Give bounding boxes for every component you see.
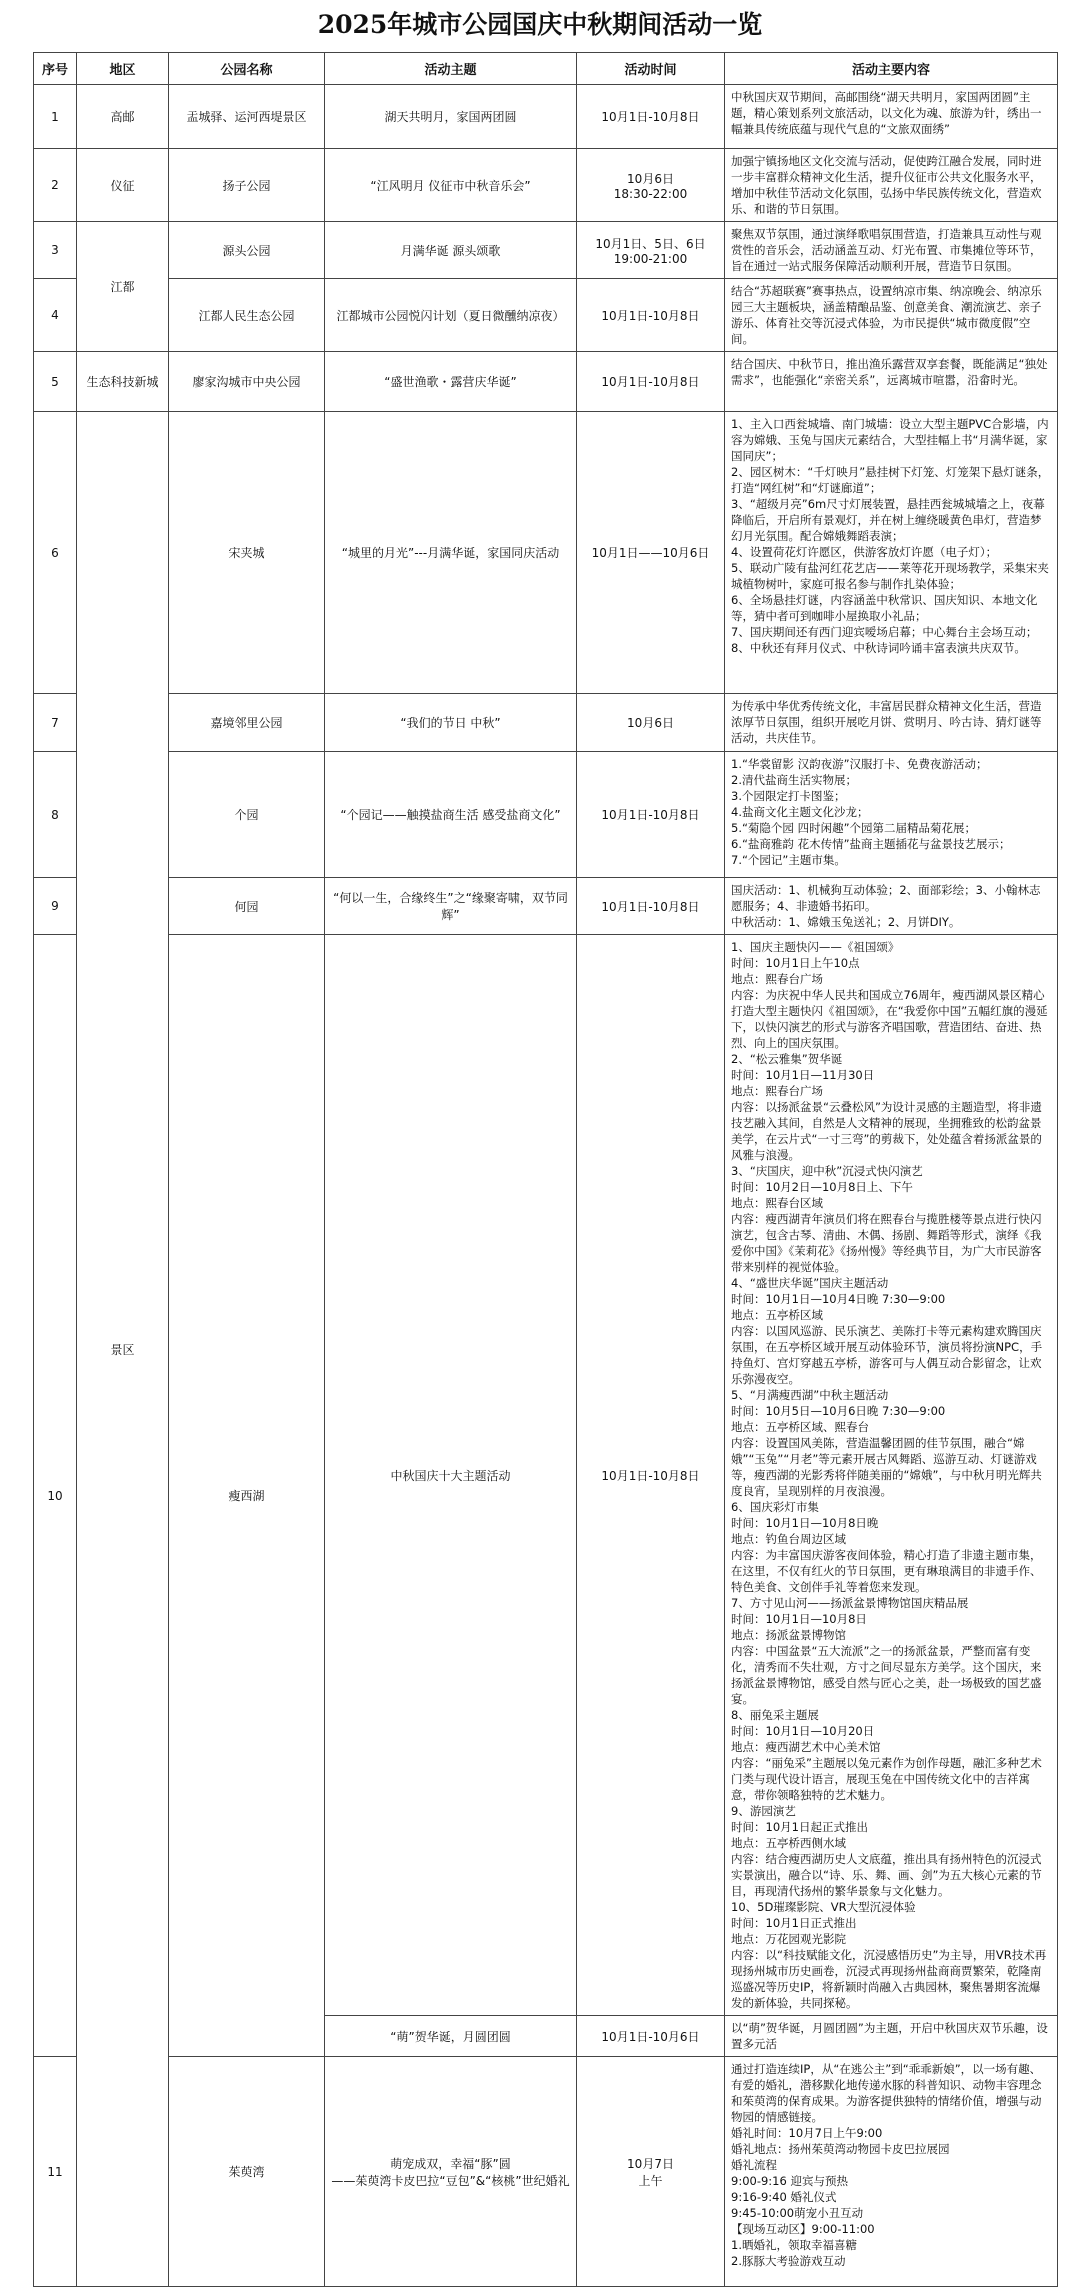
content-line: 内容：为丰富国庆游客夜间体验，精心打造了非遗主题市集，在这里，不仅有红火的节日氛围，更有琳琅满目的非遗手作、特色美食、文创伴手礼等着您来发现。 bbox=[731, 1548, 1042, 1594]
activity-theme: “盛世渔歌・露营庆华诞” bbox=[325, 352, 577, 412]
content-line: 时间：10月2日—10月8日上、下午 bbox=[731, 1180, 913, 1194]
activity-time: 10月6日 18:30-22:00 bbox=[577, 149, 725, 222]
content-line: 8、丽兔采主题展 bbox=[731, 1708, 819, 1722]
activity-content bbox=[725, 279, 1058, 352]
header-time: 活动时间 bbox=[577, 53, 725, 85]
content-line: 地点：熙春台区域 bbox=[731, 1196, 823, 1210]
content-line: 6.“盐商雅韵 花木传情”盐商主题插花与盆景技艺展示； bbox=[731, 837, 1011, 851]
park-name: 扬子公园 bbox=[169, 149, 325, 222]
content-line: 时间：10月5日—10月6日晚 7:30—9:00 bbox=[731, 1404, 946, 1418]
activity-theme: “我们的节日 中秋” bbox=[325, 694, 577, 752]
content-line: 内容：以扬派盆景“云叠松风”为设计灵感的主题造型，将非遗技艺融入其间，自然是人文精神的展现，坐拥雅致的松韵盆景美学，在云片式“一寸三弯”的剪裁下，处处蕴含着扬派盆景的风雅与浪漫。 bbox=[731, 1100, 1042, 1162]
park-name: 宋夹城 bbox=[169, 412, 325, 694]
table-row bbox=[34, 279, 1058, 352]
content-line: 时间：10月1日上午10点 bbox=[731, 956, 860, 970]
region-cell: 高邮 bbox=[77, 85, 169, 149]
content-line: 以“萌”贺华诞，月圆团圆”为主题，开启中秋国庆双节乐趣，设置多元活 bbox=[731, 2021, 1048, 2051]
region-cell: 生态科技新城 bbox=[77, 352, 169, 412]
activity-content bbox=[725, 2016, 1058, 2057]
content-line: 内容：瘦西湖青年演员们将在熙春台与揽胜楼等景点进行快闪演艺，包含古琴、清曲、木偶、扬剧、舞蹈等形式，演绎《我爱你中国》《茉莉花》《扬州慢》等经典节目，为广大市民游客带来别样的视觉体验。 bbox=[731, 1212, 1042, 1274]
content-line: 地点：瘦西湖艺术中心美术馆 bbox=[731, 1740, 881, 1754]
content-line: 5、“月满瘦西湖”中秋主题活动 bbox=[731, 1388, 889, 1402]
activity-content bbox=[725, 935, 1058, 2016]
content-line: 时间：10月1日正式推出 bbox=[731, 1916, 857, 1930]
content-line: 通过打造连续IP，从“在逃公主”到“乖乖新娘”，以一场有趣、有爱的婚礼，潜移默化地传递水豚的科普知识、动物丰容理念和茱萸湾的保育成果。为游客提供独特的情绪价值，增强与动物园的情感链接。 bbox=[731, 2062, 1042, 2124]
activity-content bbox=[725, 352, 1058, 412]
content-line: 9:00-9:16 迎宾与预热 bbox=[731, 2174, 848, 2188]
content-line: 3.个园限定打卡图鉴； bbox=[731, 789, 846, 803]
activity-time: 10月1日-10月8日 bbox=[577, 878, 725, 935]
content-line: 9:16-9:40 婚礼仪式 bbox=[731, 2190, 837, 2204]
activity-content bbox=[725, 878, 1058, 935]
region-cell: 景区 bbox=[77, 412, 169, 2287]
region-cell: 仪征 bbox=[77, 149, 169, 222]
activity-time: 10月1日-10月6日 bbox=[577, 2016, 725, 2057]
row-number: 10 bbox=[34, 935, 77, 2057]
content-line: 1、主入口西瓮城墙、南门城墙：设立大型主题PVC合影墙，内容为嫦娥、玉兔与国庆元素结合，大型挂幅上书“月满华诞，家国同庆”； bbox=[731, 417, 1049, 463]
content-line: 婚礼流程 bbox=[731, 2158, 777, 2172]
table-row bbox=[34, 752, 1058, 878]
row-number: 6 bbox=[34, 412, 77, 694]
content-line: 时间：10月1日—11月30日 bbox=[731, 1068, 875, 1082]
content-line: 地点：五亭桥西侧水域 bbox=[731, 1836, 846, 1850]
content-line: 内容：结合瘦西湖历史人文底蕴，推出具有扬州特色的沉浸式实景演出，融合以“诗、乐、舞、画、剑”为五大核心元素的节目，再现清代扬州的繁华景象与文化魅力。 bbox=[731, 1852, 1042, 1898]
content-line: 加强宁镇扬地区文化交流与活动，促使跨江融合发展，同时进一步丰富群众精神文化生活，提升仪征市公共文化服务水平，增加中秋佳节活动文化氛围，弘扬中华民族传统文化，营造欢乐、和谐的节日氛围。 bbox=[731, 154, 1042, 216]
content-line: 内容：为庆祝中华人民共和国成立76周年，瘦西湖风景区精心打造大型主题快闪《祖国颂》，在“我爱你中国”五幅红旗的漫延下，以快闪演艺的形式与游客齐唱国歌，营造团结、奋进、热烈、向上的国庆氛围。 bbox=[731, 988, 1048, 1050]
row-number: 4 bbox=[34, 279, 77, 352]
row-number: 3 bbox=[34, 222, 77, 279]
content-line: 10、5D璀璨影院、VR大型沉浸体验 bbox=[731, 1900, 916, 1914]
content-line: 5.“菊隐个园 四时闲趣”个园第二届精品菊花展； bbox=[731, 821, 977, 835]
header-park: 公园名称 bbox=[169, 53, 325, 85]
activity-table bbox=[33, 52, 1058, 2287]
park-name: 个园 bbox=[169, 752, 325, 878]
table-row bbox=[34, 352, 1058, 412]
content-line: 中秋活动：1、嫦娥玉兔送礼；2、月饼DIY。 bbox=[731, 915, 961, 929]
content-line: 国庆活动：1、机械狗互动体验；2、面部彩绘；3、小翰林志愿服务；4、非遗婚书拓印。 bbox=[731, 883, 1041, 913]
activity-time: 10月1日——10月6日 bbox=[577, 412, 725, 694]
table-row bbox=[34, 85, 1058, 149]
activity-content bbox=[725, 85, 1058, 149]
activity-time: 10月1日-10月8日 bbox=[577, 935, 725, 2016]
table-row bbox=[34, 935, 1058, 2016]
content-line: 地点：钓鱼台周边区域 bbox=[731, 1532, 846, 1546]
activity-time: 10月1日、5日、6日 19:00-21:00 bbox=[577, 222, 725, 279]
content-line: 为传承中华优秀传统文化，丰富居民群众精神文化生活，营造浓厚节日氛围，组织开展吃月饼、赏明月、吟古诗、猜灯谜等活动，共庆佳节。 bbox=[731, 699, 1042, 745]
content-line: 1.“华裳留影 汉韵夜游”汉服打卡、免费夜游活动； bbox=[731, 757, 988, 771]
activity-theme: 萌宠成双，幸福“豚”圆 ——茱萸湾卡皮巴拉“豆包”&“核桃”世纪婚礼 bbox=[325, 2057, 577, 2287]
content-line: 内容：“丽兔采”主题展以兔元素作为创作母题，融汇多种艺术门类与现代设计语言，展现玉兔在中国传统文化中的吉祥寓意，带你领略独特的艺术魅力。 bbox=[731, 1756, 1042, 1802]
content-line: 内容：设置国风美陈，营造温馨团圆的佳节氛围，融合“嫦娥”“玉兔”“月老”等元素开展古风舞蹈、巡游互动、灯谜游戏等，瘦西湖的光影秀将伴随美丽的“嫦娥”，与中秋月明光辉共度良宵，呈现别样的月夜浪漫。 bbox=[731, 1436, 1042, 1498]
content-line: 6、全场悬挂灯谜，内容涵盖中秋常识、国庆知识、本地文化等，猜中者可到咖啡小屋换取小礼品； bbox=[731, 593, 1038, 623]
content-line: 聚焦双节氛围，通过演绎歌唱氛围营造，打造兼具互动性与观赏性的音乐会，活动涵盖互动、灯光布置、市集摊位等环节，旨在通过一站式服务保障活动顺利开展，营造节日氛围。 bbox=[731, 227, 1042, 273]
content-line: 时间：10月1日起正式推出 bbox=[731, 1820, 868, 1834]
activity-content bbox=[725, 149, 1058, 222]
content-line: 2、园区树木：“千灯映月”悬挂树下灯笼、灯笼架下悬灯谜条，打造“网红树”和“灯谜廊道”； bbox=[731, 465, 1050, 495]
activity-time: 10月1日-10月8日 bbox=[577, 85, 725, 149]
activity-content bbox=[725, 222, 1058, 279]
activity-theme: “江风明月 仪征市中秋音乐会” bbox=[325, 149, 577, 222]
region-cell: 江都 bbox=[77, 222, 169, 352]
header-region: 地区 bbox=[77, 53, 169, 85]
content-line: 7、方寸见山河——扬派盆景博物馆国庆精品展 bbox=[731, 1596, 969, 1610]
content-line: 9:45-10:00萌宠小丑互动 bbox=[731, 2206, 864, 2220]
content-line: 地点：万花园观光影院 bbox=[731, 1932, 846, 1946]
content-line: 3、“庆国庆，迎中秋”沉浸式快闪演艺 bbox=[731, 1164, 923, 1178]
content-line: 1.晒婚礼，领取幸福喜糖 bbox=[731, 2238, 857, 2252]
row-number: 11 bbox=[34, 2057, 77, 2287]
row-number: 9 bbox=[34, 878, 77, 935]
header-no: 序号 bbox=[34, 53, 77, 85]
content-line: 1、国庆主题快闪——《祖国颂》 bbox=[731, 940, 900, 954]
content-line: 4、“盛世庆华诞”国庆主题活动 bbox=[731, 1276, 889, 1290]
activity-theme: 湖天共明月，家国两团圆 bbox=[325, 85, 577, 149]
activity-content bbox=[725, 694, 1058, 752]
content-line: 婚礼时间：10月7日上午9:00 bbox=[731, 2126, 883, 2140]
activity-time: 10月7日 上午 bbox=[577, 2057, 725, 2287]
content-line: 内容：中国盆景“五大流派”之一的扬派盆景，严整而富有变化，清秀而不失壮观，方寸之间尽显东方美学。这个国庆，来扬派盆景博物馆，感受自然与匠心之美，赴一场极致的国艺盛宴。 bbox=[731, 1644, 1042, 1706]
page-title: 2025年城市公园国庆中秋期间活动一览 bbox=[317, 10, 763, 39]
table-row bbox=[34, 149, 1058, 222]
content-line: 内容：以“科技赋能文化，沉浸感悟历史”为主导，用VR技术再现扬州城市历史画卷，沉浸式再现扬州盐商商贾繁荣，乾隆南巡盛况等历史IP，将新颖时尚融入古典园林，聚焦暑期客流爆发的新体验，共同探秘。 bbox=[731, 1948, 1047, 2010]
content-line: 地点：五亭桥区域 bbox=[731, 1308, 823, 1322]
activity-theme: “萌”贺华诞，月圆团圆 bbox=[325, 2016, 577, 2057]
activity-content bbox=[725, 412, 1058, 694]
content-line: 6、国庆彩灯市集 bbox=[731, 1500, 819, 1514]
content-line: 时间：10月1日—10月8日晚 bbox=[731, 1516, 879, 1530]
table-row bbox=[34, 878, 1058, 935]
header-content: 活动主要内容 bbox=[725, 53, 1058, 85]
activity-time: 10月1日-10月8日 bbox=[577, 279, 725, 352]
park-name: 盂城驿、运河西堤景区 bbox=[169, 85, 325, 149]
activity-theme: 江都城市公园悦闪计划（夏日微醺纳凉夜） bbox=[325, 279, 577, 352]
content-line: 地点：五亭桥区域、熙春台 bbox=[731, 1420, 869, 1434]
content-line: 3、“超级月亮”6m尺寸灯展装置，悬挂西瓮城城墙之上，夜幕降临后，开启所有景观灯，并在树上缠绕暖黄色串灯，营造梦幻月光氛围。配合嫦娥舞蹈表演； bbox=[731, 497, 1045, 543]
park-name: 嘉境邻里公园 bbox=[169, 694, 325, 752]
activity-theme: 中秋国庆十大主题活动 bbox=[325, 935, 577, 2016]
content-line: 2、“松云雅集”贺华诞 bbox=[731, 1052, 843, 1066]
header-theme: 活动主题 bbox=[325, 53, 577, 85]
content-line: 时间：10月1日—10月20日 bbox=[731, 1724, 875, 1738]
park-name: 茱萸湾 bbox=[169, 2057, 325, 2287]
row-number: 2 bbox=[34, 149, 77, 222]
table-row bbox=[34, 694, 1058, 752]
content-line: 7、国庆期间还有西门迎宾嗳场启幕；中心舞台主会场互动； bbox=[731, 625, 1038, 639]
content-line: 4、设置荷花灯许愿区，供游客放灯许愿（电子灯）； bbox=[731, 545, 998, 559]
activity-theme: “个园记——触摸盐商生活 感受盐商文化” bbox=[325, 752, 577, 878]
table-row bbox=[34, 222, 1058, 279]
content-line: 中秋国庆双节期间，高邮围绕“湖天共明月，家国两团圆”主题，精心策划系列文旅活动，以文化为魂、旅游为针，绣出一幅兼具传统底蕴与现代气息的“文旅双面绣” bbox=[731, 90, 1042, 136]
content-line: 婚礼地点：扬州茱萸湾动物园卡皮巴拉展园 bbox=[731, 2142, 950, 2156]
table-header-row bbox=[34, 53, 1058, 85]
content-line: 2.豚豚大考验游戏互动 bbox=[731, 2254, 846, 2268]
row-number: 5 bbox=[34, 352, 77, 412]
table-row bbox=[34, 2057, 1058, 2287]
park-name: 廖家沟城市中央公园 bbox=[169, 352, 325, 412]
park-name: 江都人民生态公园 bbox=[169, 279, 325, 352]
content-line: 内容：以国风巡游、民乐演艺、美陈打卡等元素构建欢腾国庆氛围，在五亭桥区域开展互动体验环节，演员将扮演NPC，手持鱼灯、宫灯穿越五亭桥，游客可与人偶互动合影留念，让欢乐弥漫夜空。 bbox=[731, 1324, 1043, 1386]
content-line: 4.盐商文化主题文化沙龙； bbox=[731, 805, 869, 819]
activity-content bbox=[725, 2057, 1058, 2287]
activity-time: 10月1日-10月8日 bbox=[577, 352, 725, 412]
activity-time: 10月6日 bbox=[577, 694, 725, 752]
activity-theme: “城里的月光”---月满华诞，家国同庆活动 bbox=[325, 412, 577, 694]
activity-theme: “何以一生，合缘终生”之“缘聚寄啸，双节同辉” bbox=[325, 878, 577, 935]
park-name: 源头公园 bbox=[169, 222, 325, 279]
row-number: 1 bbox=[34, 85, 77, 149]
content-line: 时间：10月1日—10月4日晚 7:30—9:00 bbox=[731, 1292, 946, 1306]
activity-time: 10月1日-10月8日 bbox=[577, 752, 725, 878]
content-line: 地点：扬派盆景博物馆 bbox=[731, 1628, 846, 1642]
content-line: 时间：10月1日—10月8日 bbox=[731, 1612, 867, 1626]
table-row bbox=[34, 412, 1058, 694]
park-name: 瘦西湖 bbox=[169, 935, 325, 2057]
row-number: 8 bbox=[34, 752, 77, 878]
content-line: 8、中秋还有拜月仪式、中秋诗词吟诵丰富表演共庆双节。 bbox=[731, 641, 1026, 655]
activity-theme: 月满华诞 源头颂歌 bbox=[325, 222, 577, 279]
content-line: 9、游园演艺 bbox=[731, 1804, 796, 1818]
content-line: 地点：熙春台广场 bbox=[731, 972, 823, 986]
park-name: 何园 bbox=[169, 878, 325, 935]
row-number: 7 bbox=[34, 694, 77, 752]
content-line: 地点：熙春台广场 bbox=[731, 1084, 823, 1098]
content-line: 结合国庆、中秋节日，推出渔乐露营双享套餐，既能满足“独处需求”，也能强化“亲密关系”，远离城市喧嚣，沿畲时光。 bbox=[731, 357, 1048, 387]
content-line: 7.“个园记”主题市集。 bbox=[731, 853, 846, 867]
content-line: 2.清代盐商生活实物展； bbox=[731, 773, 857, 787]
content-line: 【现场互动区】9:00-11:00 bbox=[731, 2222, 875, 2236]
content-line: 结合“苏超联赛”赛事热点，设置纳凉市集、纳凉晚会、纳凉乐园三大主题板块，涵盖精酿品鉴、创意美食、潮流演艺、亲子游乐、体育社交等沉浸式体验，为市民提供“城市微度假”空间。 bbox=[731, 284, 1042, 346]
activity-content bbox=[725, 752, 1058, 878]
content-line: 5、联动广陵有盐河红花艺店——莱等花开现场教学，采集宋夹城植物树叶，家庭可报名参与制作扎染体验； bbox=[731, 561, 1049, 591]
